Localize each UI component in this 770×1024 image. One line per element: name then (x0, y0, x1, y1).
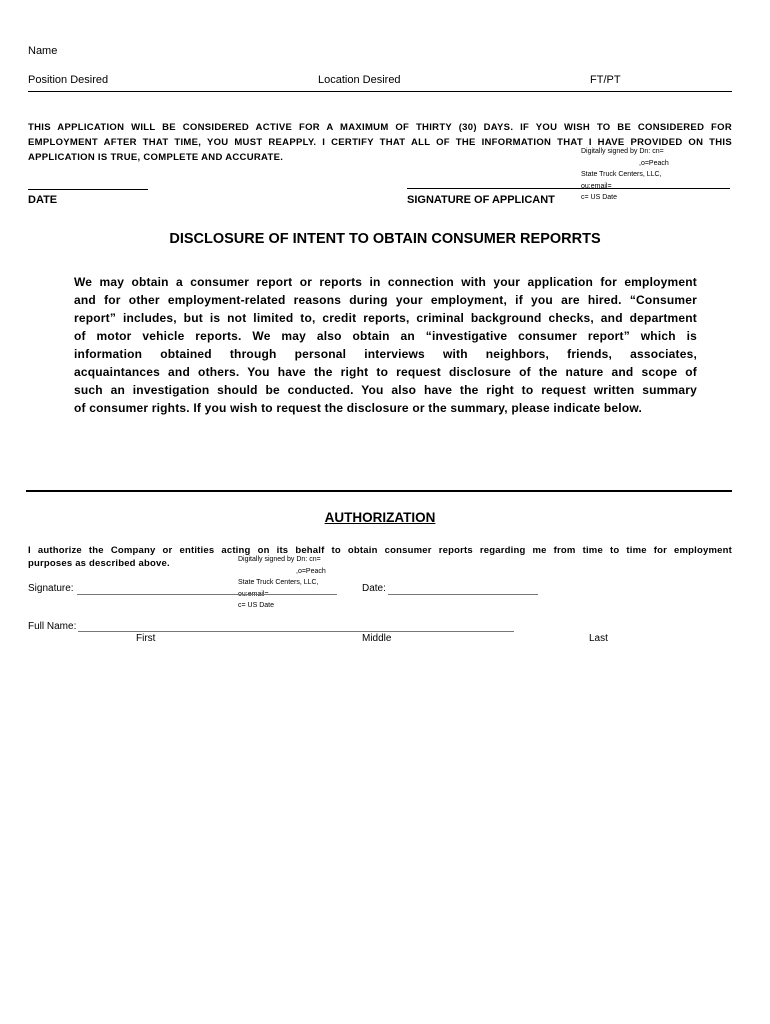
notice-line: EMPLOYMENT AFTER THAT TIME, YOU MUST REAPPLY. I CERTIFY THAT ALL OF THE INFORMATION THAT I HAVE PROVIDED ON THIS (28, 137, 732, 148)
notice-line: APPLICATION IS TRUE, COMPLETE AND ACCURATE. (28, 152, 284, 163)
stamp-line: ou:email= (581, 182, 612, 190)
signature-label: Signature: (28, 583, 74, 594)
disclosure-line: such an investigation should be conducted. You also have the right to request written summary (74, 383, 697, 397)
stamp-line: Digitally signed by Dn: cn= (581, 148, 664, 155)
last-name-caption: Last (589, 633, 608, 644)
location-desired-label: Location Desired (318, 74, 401, 86)
authorization-title: AUTHORIZATION (324, 510, 436, 525)
first-name-caption: First (136, 633, 156, 644)
authorization-line: purposes as described above. (28, 558, 170, 569)
stamp-line: c= US Date (581, 194, 617, 201)
stamp-line: State Truck Centers, LLC, (238, 579, 319, 586)
full-name-field[interactable] (78, 631, 514, 632)
auth-date-label: Date: (362, 583, 386, 594)
disclosure-line: report” includes, but is not limited to, credit reports, criminal background checks, and department (74, 311, 697, 325)
disclosure-paragraph (74, 273, 697, 417)
date-label: DATE (28, 194, 58, 206)
middle-name-caption: Middle (362, 633, 392, 644)
signature-field[interactable] (77, 594, 337, 595)
applicant-signature-line[interactable] (407, 188, 730, 189)
stamp-line: ,o=Peach (639, 159, 669, 167)
date-line[interactable] (28, 189, 148, 190)
disclosure-line: of motor vehicle reports. We may also obtain an “investigative consumer report” which is (74, 329, 697, 343)
disclosure-line: and for other employment-related reasons during your employment, if you are hired. “Consumer (74, 293, 697, 307)
notice-line: THIS APPLICATION WILL BE CONSIDERED ACTIVE FOR A MAXIMUM OF THIRTY (30) DAYS. IF YOU WISH TO BE CONSIDERED FOR (28, 122, 732, 133)
disclosure-line: of consumer rights. If you wish to request the disclosure or the summary, please indicate below. (74, 401, 642, 415)
section-divider (26, 490, 732, 492)
stamp-line: ,o=Peach (296, 567, 326, 575)
stamp-line: c= US Date (238, 602, 274, 609)
disclosure-title: DISCLOSURE OF INTENT TO OBTAIN CONSUMER REPORRTS (169, 231, 601, 247)
header-divider (28, 91, 732, 92)
stamp-line: State Truck Centers, LLC, (581, 171, 662, 178)
applicant-digital-signature-stamp (581, 146, 669, 204)
position-desired-label: Position Desired (28, 74, 109, 86)
date-field[interactable] (388, 594, 538, 595)
authorization-line: I authorize the Company or entities acting on its behalf to obtain consumer reports regarding me from time to time for employment (28, 545, 732, 556)
name-label: Name (28, 45, 58, 57)
stamp-line: ou:email= (238, 590, 269, 598)
disclosure-line: We may obtain a consumer report or reports in connection with your application for employment (74, 275, 697, 289)
ftpt-label: FT/PT (590, 74, 621, 86)
full-name-label: Full Name: (28, 621, 77, 632)
stamp-line: Digitally signed by Dn: cn= (238, 556, 321, 563)
authorization-paragraph (28, 544, 732, 570)
disclosure-line: information obtained through personal interviews with neighbors, friends, associates, (74, 347, 697, 361)
authorization-digital-signature-stamp (238, 554, 326, 612)
signature-of-applicant-label: SIGNATURE OF APPLICANT (407, 194, 555, 206)
disclosure-line: acquaintances and others. You have the right to request disclosure of the nature and scope of (74, 365, 697, 379)
